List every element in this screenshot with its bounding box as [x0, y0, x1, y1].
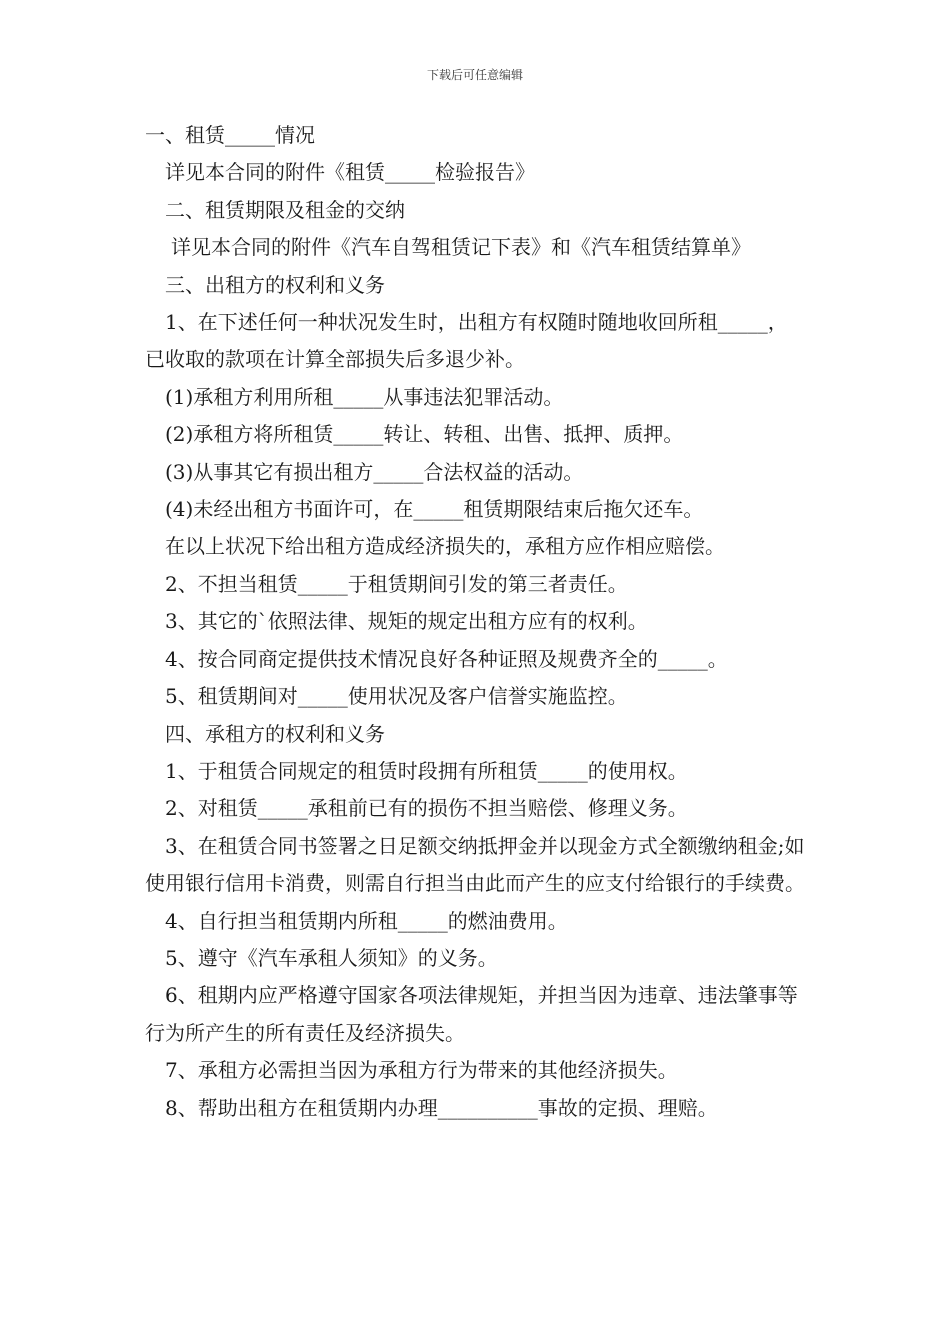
- document-body: [145, 117, 807, 1127]
- list-item: 4、自行担当租赁期内所租_____的燃油费用。: [165, 908, 568, 933]
- list-item: 2、不担当租赁_____于租赁期间引发的第三者责任。: [165, 571, 628, 596]
- paragraph: 详见本合同的附件《租赁_____检验报告》: [165, 160, 535, 185]
- list-item: 5、租赁期间对_____使用状况及客户信誉实施监控。: [165, 684, 628, 709]
- list-item: 6、租期内应严格遵守国家各项法律规矩，并担当因为违章、违法肇事等行为所产生的所有责任及经济损失。: [145, 983, 798, 1045]
- paragraph: 在以上状况下给出租方造成经济损失的，承租方应作相应赔偿。: [165, 534, 725, 559]
- list-item: 3、其它的`依照法律、规矩的规定出租方应有的权利。: [165, 609, 648, 634]
- page-header: 下载后可任意编辑: [426, 68, 523, 82]
- list-item: 4、按合同商定提供技术情况良好各种证照及规费齐全的_____。: [165, 646, 728, 671]
- section-heading-4: 四、承租方的权利和义务: [165, 721, 385, 746]
- list-item: 8、帮助出租方在租赁期内办理__________事故的定损、理赔。: [165, 1095, 718, 1120]
- list-item: (3)从事其它有损出租方_____合法权益的活动。: [165, 459, 584, 484]
- list-item: 2、对租赁_____承租前已有的损伤不担当赔偿、修理义务。: [165, 796, 688, 821]
- section-heading-1: 一、租赁_____情况: [145, 123, 315, 147]
- list-item: (4)未经出租方书面许可，在_____租赁期限结束后拖欠还车。: [165, 497, 704, 522]
- list-item: (1)承租方利用所租_____从事违法犯罪活动。: [165, 384, 564, 409]
- list-item: 7、承租方必需担当因为承租方行为带来的其他经济损失。: [165, 1058, 678, 1083]
- paragraph: 详见本合同的附件《汽车自驾租赁记下表》和《汽车租赁结算单》: [171, 235, 751, 260]
- list-item: 3、在租赁合同书签署之日足额交纳抵押金并以现金方式全额缴纳租金;如使用银行信用卡消费，则需自行担当由此而产生的应支付给银行的手续费。: [145, 833, 805, 896]
- section-heading-3: 三、出租方的权利和义务: [165, 272, 385, 297]
- list-item: 5、遵守《汽车承租人须知》的义务。: [165, 945, 498, 970]
- section-heading-2: 二、租赁期限及租金的交纳: [165, 197, 405, 222]
- list-item: 1、于租赁合同规定的租赁时段拥有所租赁_____的使用权。: [165, 758, 688, 783]
- list-item: (2)承租方将所租赁_____转让、转租、出售、抵押、质押。: [165, 422, 684, 447]
- list-item: 1、在下述任何一种状况发生时，出租方有权随时随地收回所租_____，已收取的款项在计算全部损失后多退少补。: [145, 310, 788, 372]
